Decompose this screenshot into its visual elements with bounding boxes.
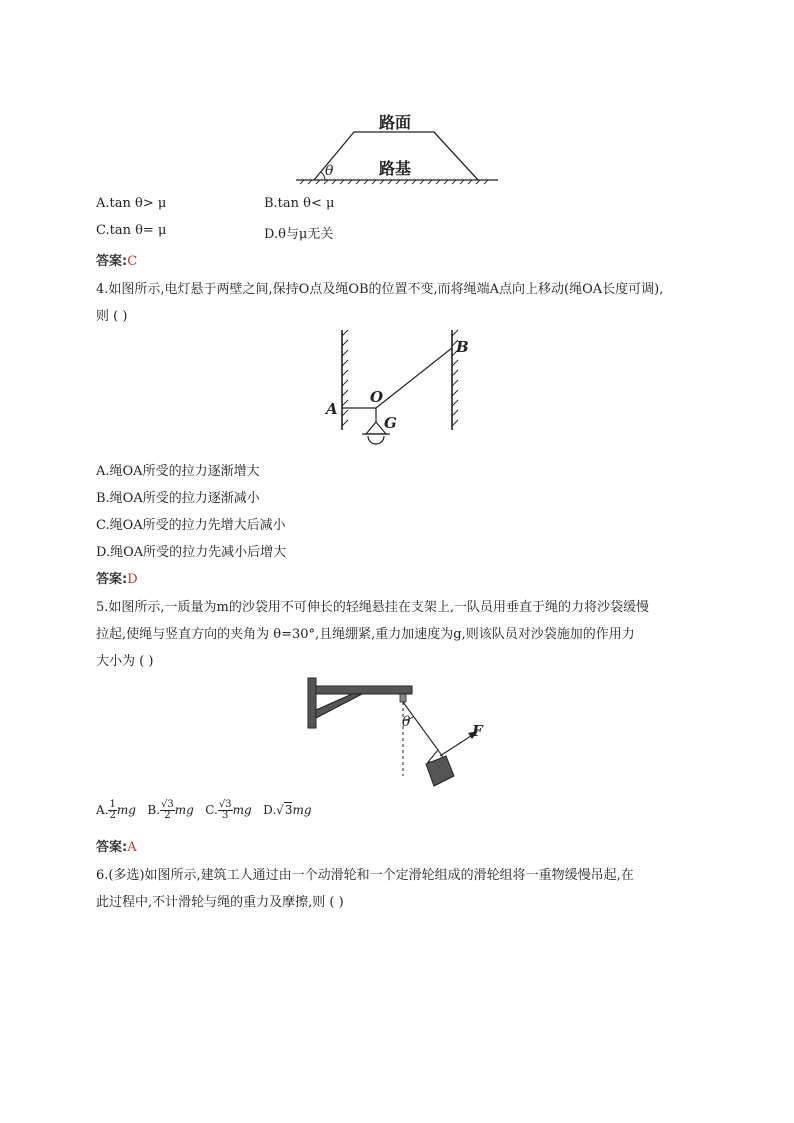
force-f-label: F bbox=[472, 722, 483, 740]
q4-option-b[interactable]: B.绳OA所受的拉力逐渐减小 bbox=[96, 491, 260, 506]
q3-option-b[interactable]: B.tan θ< μ bbox=[264, 196, 335, 211]
q4-answer bbox=[96, 568, 138, 587]
lamp-g-label: G bbox=[384, 414, 397, 432]
q4-stem-line1: 4.如图所示,电灯悬于两壁之间,保持O点及绳OB的位置不变,而将绳端A点向上移动(绳OA长度可调), bbox=[96, 282, 664, 297]
q3-answer bbox=[96, 250, 137, 269]
q6-stem-line2: 此过程中,不计滑轮与绳的重力及摩擦,则 ( ) bbox=[96, 895, 344, 910]
q3-option-d[interactable]: D.θ与μ无关 bbox=[264, 227, 334, 242]
q5-answer bbox=[96, 836, 137, 855]
q5-stem-line2: 拉起,使绳与竖直方向的夹角为 θ=30°,且绳绷紧,重力加速度为g,则该队员对沙袋施加的作用力 bbox=[96, 627, 635, 642]
q4-stem-line2: 则 ( ) bbox=[96, 309, 128, 324]
q5-stem-line3: 大小为 ( ) bbox=[96, 654, 154, 669]
rope-angle-label: θ bbox=[402, 714, 411, 730]
answer-value: C bbox=[127, 254, 138, 269]
point-a-label: A bbox=[326, 400, 338, 418]
q4-option-d[interactable]: D.绳OA所受的拉力先减小后增大 bbox=[96, 545, 287, 560]
q5-options bbox=[96, 800, 312, 821]
q5-option-d[interactable]: D.√3mg bbox=[263, 803, 312, 817]
slope-angle-label: θ bbox=[325, 163, 334, 179]
q5-stem-line1: 5.如图所示,一质量为m的沙袋用不可伸长的轻绳悬挂在支架上,一队员用垂直于绳的力将沙袋缓慢 bbox=[96, 600, 649, 615]
q5-option-b[interactable]: B. $\frac{√3}{2}$ mg bbox=[147, 799, 194, 821]
roadbed-label: 路基 bbox=[379, 159, 412, 178]
point-o-label: O bbox=[370, 388, 384, 406]
point-b-label: B bbox=[456, 338, 469, 356]
q4-option-c[interactable]: C.绳OA所受的拉力先增大后减小 bbox=[96, 518, 286, 533]
q4-option-a[interactable]: A.绳OA所受的拉力逐渐增大 bbox=[96, 464, 260, 479]
road-surface-label: 路面 bbox=[379, 113, 412, 132]
answer-label: 答案: bbox=[96, 840, 128, 855]
answer-value: A bbox=[127, 840, 137, 855]
q3-option-a[interactable]: A.tan θ> μ bbox=[96, 196, 167, 211]
q6-stem-line1: 6.(多选)如图所示,建筑工人通过由一个动滑轮和一个定滑轮组成的滑轮组将一重物缓慢吊起,在 bbox=[96, 868, 634, 883]
answer-label: 答案: bbox=[96, 254, 128, 269]
q3-option-c[interactable]: C.tan θ= μ bbox=[96, 223, 167, 238]
q5-option-a[interactable]: A. $\frac{1}{2}$ mg bbox=[96, 799, 136, 821]
q5-option-c[interactable]: C. $\frac{√3}{3}$ mg bbox=[205, 799, 252, 821]
answer-label: 答案: bbox=[96, 572, 128, 587]
answer-value: D bbox=[127, 572, 138, 587]
